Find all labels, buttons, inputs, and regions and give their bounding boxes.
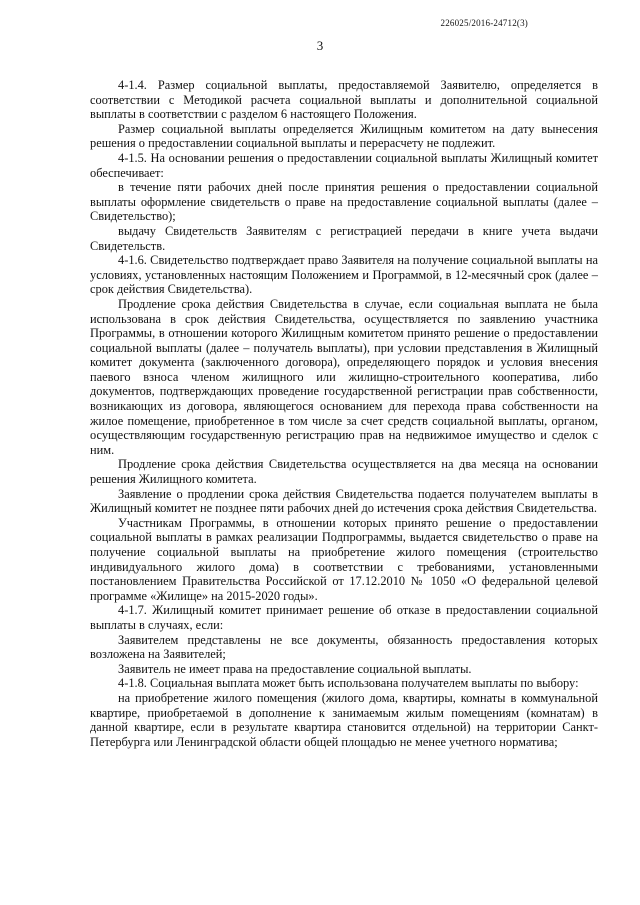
paragraph-4-1-6: 4-1.6. Свидетельство подтверждает право Заявителя на получение социальной выплаты на условиях, установленных настоящим Положением и Программой, в 12-месячный срок (далее – срок действия Свидетельства). <box>90 253 598 297</box>
paragraph: Заявление о продлении срока действия Свидетельства подается получателем выплаты в Жилищный комитет не позднее пяти рабочих дней до истечения срока действия Свидетельства. <box>90 486 598 516</box>
list-item: в течение пяти рабочих дней после принятия решения о предоставлении социальной выплаты оформление свидетельств о праве на предоставление социальной выплаты (далее – Свидетельство); <box>90 180 598 224</box>
paragraph: Размер социальной выплаты определяется Жилищным комитетом на дату вынесения решения о предоставлении социальной выплаты и перерасчету не подлежит. <box>90 121 598 151</box>
paragraph-4-1-5: 4-1.5. На основании решения о предоставлении социальной выплаты Жилищный комитет обеспечивает: <box>90 150 598 180</box>
paragraph: Продление срока действия Свидетельства в случае, если социальная выплата не была использована в срок действия Свидетельства, осуществляется по заявлению участника Программы, в отношении которого Жилищным комитетом принято решение о предоставлении социальной выплаты (далее – получатель выплаты), при условии представления в Жилищный комитет документа (заключенного договора), определяющего порядок и условия внесения паевого взноса членом жилищного или жилищно-строительного кооператива, либо документов, подтверждающих проведение государственной регистрации прав собственности, возникающих из договора, являющегося основанием для перехода права собственности на жилое помещение, приобретенное в том числе за счет средств социальной выплаты, органом, осуществляющим государственную регистрацию прав на недвижимое имущество и сделок с ним. <box>90 296 598 457</box>
page-number: 3 <box>316 38 324 53</box>
paragraph: Участникам Программы, в отношении которых принято решение о предоставлении социальной выплаты в рамках реализации Подпрограммы, выдается свидетельство о праве на получение социальной выплаты на приобретение жилого помещения (строительство индивидуального жилого дома) в соответствии с требованиями, установленными постановлением Правительства Российской от 17.12.2010 № 1050 «О федеральной целевой программе «Жилище» на 2015-2020 годы». <box>90 515 598 603</box>
paragraph: Продление срока действия Свидетельства осуществляется на два месяца на основании решения Жилищного комитета. <box>90 457 598 487</box>
list-item: на приобретение жилого помещения (жилого дома, квартиры, комнаты в коммунальной квартире, приобретаемой в дополнение к занимаемым жилым помещениям (комнатам) в данной квартире, если в результате квартира становится отдельной) на территории Санкт-Петербурга или Ленинградской области общей площадью не менее учетного норматива; <box>90 690 598 749</box>
paragraph-4-1-7: 4-1.7. Жилищный комитет принимает решение об отказе в предоставлении социальной выплаты в случаях, если: <box>90 603 598 632</box>
document-body <box>90 78 598 749</box>
list-item: выдачу Свидетельств Заявителям с регистрацией передачи в книге учета выдачи Свидетельств. <box>90 223 598 253</box>
list-item: Заявитель не имеет права на предоставление социальной выплаты. <box>118 661 472 676</box>
list-item: Заявителем представлены не все документы, обязанность предоставления которых возложена на Заявителей; <box>90 632 598 662</box>
paragraph-4-1-8: 4-1.8. Социальная выплата может быть использована получателем выплаты по выбору: <box>118 676 579 691</box>
document-id: 226025/2016-24712(3) <box>440 18 528 28</box>
paragraph-4-1-4: 4-1.4. Размер социальной выплаты, предоставляемой Заявителю, определяется в соответствии с Методикой расчета социальной выплаты и дополнительной социальной выплаты в соответствии с разделом 6 настоящего Положения. <box>90 78 598 122</box>
